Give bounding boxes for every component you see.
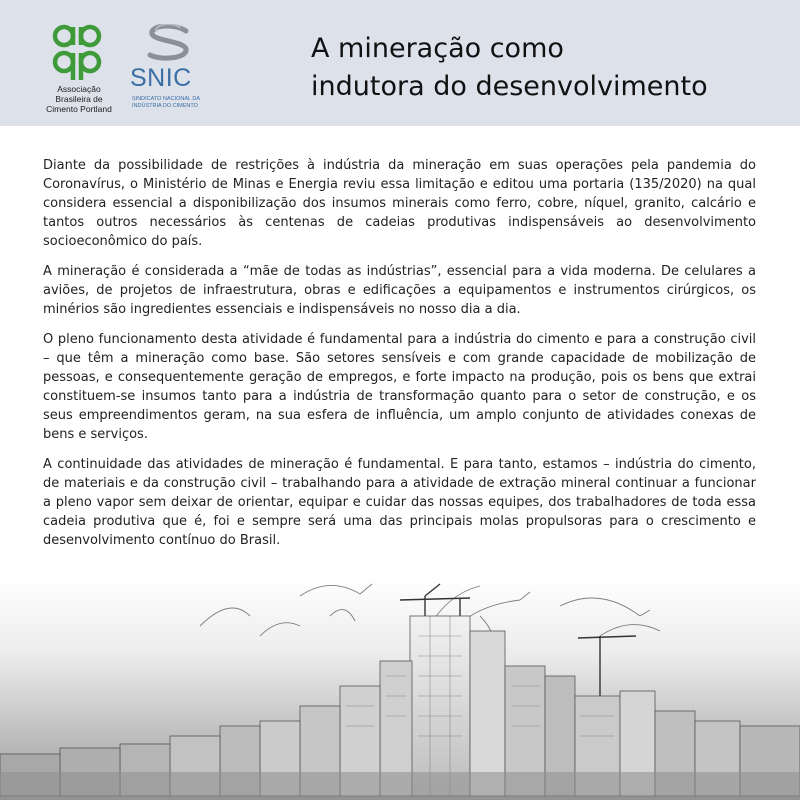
snic-subtitle-line: INDÚSTRIA DO CIMENTO xyxy=(132,103,198,109)
page-title-line: indutora do desenvolvimento xyxy=(311,71,708,102)
abcp-logo-text xyxy=(40,84,118,114)
abcp-logo-line: Brasileira de xyxy=(55,94,103,104)
abcp-logo-line: Associação xyxy=(57,84,101,94)
abcp-logo xyxy=(40,22,118,122)
snic-wordmark: SNIC xyxy=(130,64,192,92)
header-banner xyxy=(0,0,800,126)
cityscape-illustration xyxy=(0,576,800,800)
paragraph: A continuidade das atividades de mineração é fundamental. E para tanto, estamos – indústria do cimento, de materiais e da construção civil – trabalhando para a atividade de extração mineral continuar a funcionar a pleno vapor sem deixar de orientar, equipar e cuidar das nossas equipes, dos trabalhadores de toda essa cadeia produtiva que é, foi e sempre será uma das principais molas propulsoras para o crescimento e desenvolvimento contínuo do Brasil. xyxy=(43,457,756,548)
page-title-line: A mineração como xyxy=(311,33,564,64)
snic-logo xyxy=(126,24,218,120)
paragraph: A mineração é considerada a “mãe de todas as indústrias”, essencial para a vida moderna. De celulares a aviões, de projetos de infraestrutura, obras e edificações a equipamentos e instrumentos cirúrgicos, os minérios são ingredientes essenciais e indispensáveis no nosso dia a dia. xyxy=(43,264,756,317)
abcp-logo-line: Cimento Portland xyxy=(46,104,112,114)
page-title xyxy=(311,30,781,106)
snic-logo-mark xyxy=(144,24,194,62)
paragraph: O pleno funcionamento desta atividade é fundamental para a indústria do cimento e para a construção civil – que têm a mineração como base. São setores sensíveis e com grande capacidade de mobilização de pessoas, e consequentemente geração de empregos, e forte impacto na produção, pois os bens que extrai constituem-se insumos tanto para a indústria de transformação quanto para o setor de construção, e os seus empreendimentos geram, na sua esfera de influência, um amplo conjunto de atividades conexas de bens e serviços. xyxy=(43,332,756,442)
article-body xyxy=(43,156,756,561)
abcp-logo-mark xyxy=(50,22,104,82)
paragraph: Diante da possibilidade de restrições à indústria da mineração em suas operações pela pandemia do Coronavírus, o Ministério de Minas e Energia reviu essa limitação e editou uma portaria (135/2020) na qual considera essencial a disponibilização dos insumos minerais como ferro, cobre, níquel, granito, calcário e tantos outros necessários às centenas de cadeias produtivas indispensáveis ao desenvolvimento socioeconômico do país. xyxy=(43,158,756,249)
snic-subtitle-line: SINDICATO NACIONAL DA xyxy=(132,96,201,102)
snic-subtitle xyxy=(132,96,216,110)
